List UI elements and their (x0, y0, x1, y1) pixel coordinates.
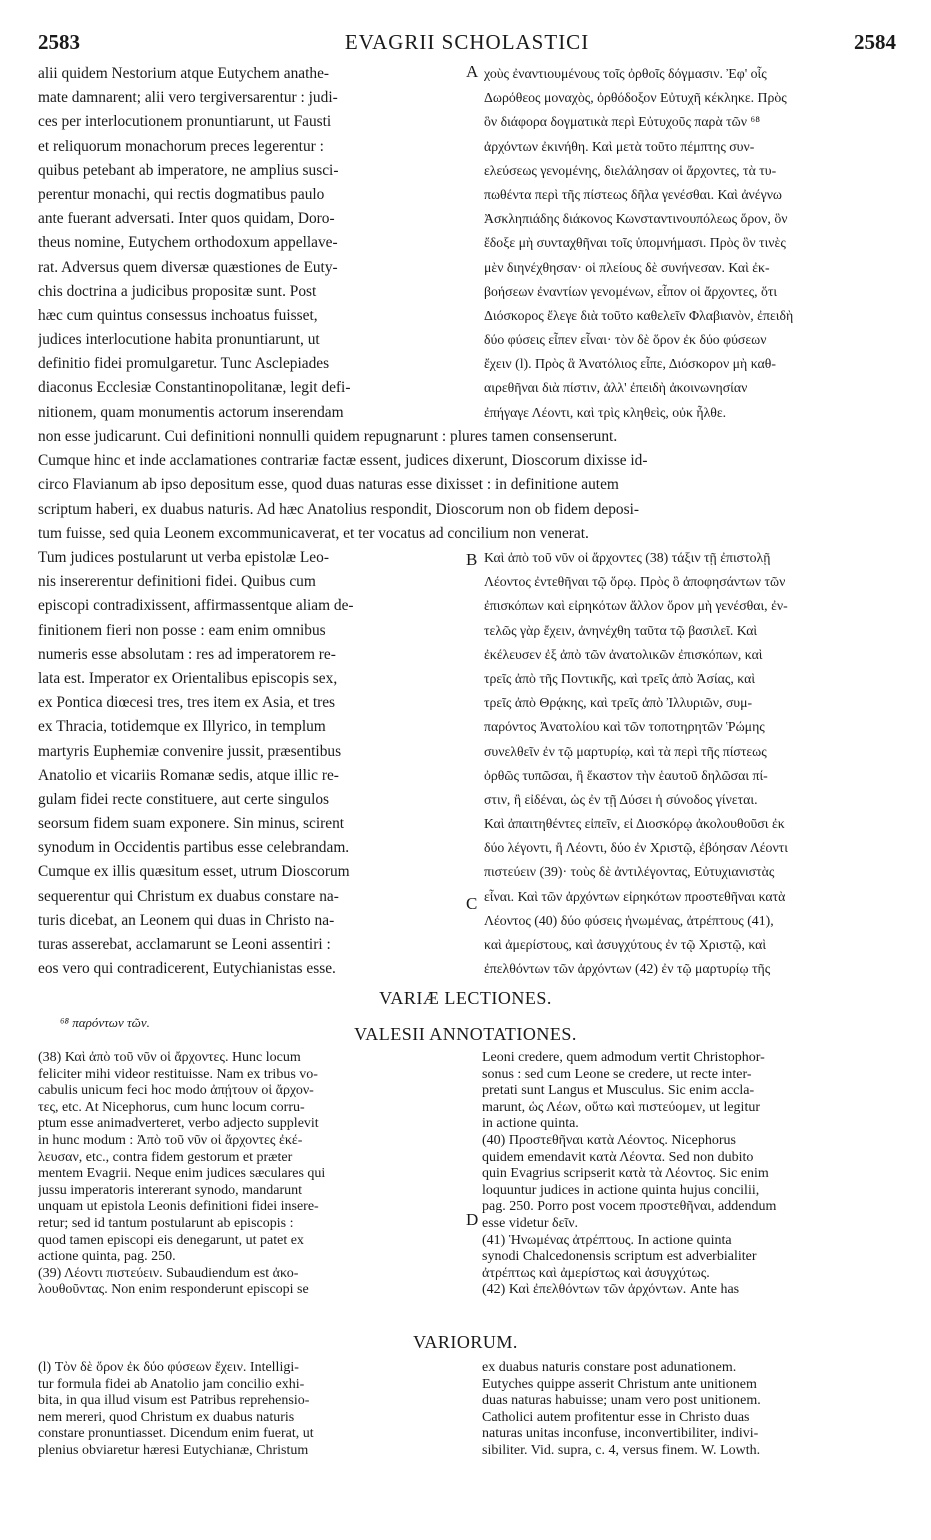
text-line: cabulis unicum feci hoc modo ἀπῄτουν οἱ ἄρχον- (38, 1083, 314, 1099)
text-line: marunt, ὡς Λέων, οὕτω καὶ πιστεύομεν, ut legitur (482, 1099, 760, 1115)
text-line: Λέοντος (40) δύο φύσεις ἡνωμένας, ἀτρέπτους (41), (484, 912, 774, 928)
text-line: mentem Evagrii. Neque enim judices sæculares qui (38, 1166, 326, 1182)
text-line: Anatolio et vicariis Romanæ sedis, atque illic re- (38, 766, 339, 784)
text-line: στιν, ἢ εἰδέναι, ὡς ἐν τῇ Δύσει ἡ σύνοδος γίνεται. (484, 791, 758, 807)
text-line: jussu imperatoris intererant synodo, mandarunt (38, 1182, 302, 1198)
text-line: definitio fidei promulgaretur. Tunc Asclepiades (38, 355, 330, 373)
text-line: ἀρχόντων ἐκινήθη. Καὶ μετὰ τοῦτο πέμπτης συν- (484, 138, 755, 154)
text-line: ex Thracia, totidemque ex Illyrico, in templum (38, 718, 326, 736)
text-line: Catholici autem profitentur esse in Christo duas (482, 1409, 750, 1425)
text-line: ἐπισκόπων καὶ εἰρηκότων ἄλλον ὅρον μὴ γενέσθαι, ἐν- (484, 598, 788, 614)
text-line: (l) Τὸν δὲ ὅρον ἐκ δύο φύσεων ἔχειν. Intelligi- (38, 1360, 299, 1375)
text-line: λευσαν, etc., contra fidem gestorum et præter (38, 1149, 293, 1165)
text-line: tum fuisse, sed quia Leonem excommunicaverat, et ter vocatus ad concilium non venerat. (38, 524, 589, 542)
text-line: quidem emendavit κατὰ Λέοντα. Sed non dubito (482, 1149, 754, 1165)
text-line: Tum judices postularunt ut verba epistolæ Leo- (38, 549, 329, 566)
text-line: nem mereri, quod Christum ex duabus naturis (38, 1409, 295, 1425)
text-line: duas naturas habuisse; unam vero post unitionem. (482, 1393, 761, 1409)
valesii-notes-right (482, 1050, 896, 1299)
variorum-notes-left (38, 1360, 468, 1460)
text-line: εἶναι. Καὶ τῶν ἀρχόντων εἰρηκότων προστεθῆναι κατὰ (484, 888, 786, 904)
text-line: ces per interlocutionem pronuntiarunt, ut Fausti (38, 113, 332, 131)
text-line: τες, etc. At Nicephorus, cum hunc locum corru- (38, 1099, 305, 1115)
variae-lectiones-heading: VARIÆ LECTIONES. (379, 988, 552, 1008)
text-line: finitionem fieri non posse : eam enim omnibus (38, 621, 326, 639)
page-number-right: 2584 (854, 30, 896, 54)
text-line: chis doctrina a judicibus propositæ sunt. Post (38, 282, 317, 300)
text-line: constare pronuntiasset. Dicendum enim fuerat, ut (38, 1426, 314, 1442)
text-line: πιστεύειν (39)· τοὺς δὲ ἀντιλέγοντας, Εὐτυχιανιστὰς (484, 864, 775, 880)
text-line: ἐπελθόντων τῶν ἀρχόντων (42) ἐν τῷ μαρτυρίῳ τῆς (484, 961, 771, 977)
greek-column-a (484, 62, 894, 425)
text-line: Cumque ex illis quæsitum esset, utrum Dioscorum (38, 863, 350, 881)
text-line: lata est. Imperator ex Orientalibus episcopis sex, (38, 669, 338, 687)
text-line: ὃν διάφορα δογματικὰ περὶ Εὐτυχοῦς παρὰ τῶν ⁶⁸ (484, 114, 761, 130)
text-line: alii quidem Nestorium atque Eutychem anathe- (38, 65, 330, 82)
text-line: feliciter mihi videor restituisse. Nam ex tribus vo- (38, 1066, 318, 1082)
text-line: τρεῖς ἀπὸ τῆς Ποντικῆς, καὶ τρεῖς ἀπὸ Ἀσίας, καὶ (484, 670, 756, 686)
text-line: τελῶς γὰρ ἔχειν, ἀνηνέχθη ταῦτα τῷ βασιλεῖ. Καὶ (484, 622, 758, 638)
text-line: rat. Adversus quem diversæ quæstiones de Euty- (38, 258, 338, 276)
text-line: ptum esse animadverteret, verbo adjecto supplevit (38, 1116, 319, 1132)
variant-reading-note: ⁶⁸ παρόντων τῶν. (60, 1015, 150, 1030)
text-line: numeris esse absolutam : res ad imperatorem re- (38, 645, 336, 663)
latin-column-b (38, 546, 468, 981)
text-line: ἀτρέπτως καὶ ἀμερίστως καὶ ἀσυγχύτως. (482, 1265, 710, 1281)
text-line: esse videtur δεῖν. (482, 1215, 579, 1231)
text-line: (41) Ἡνωμένας ἀτρέπτους. In actione quinta (482, 1232, 732, 1248)
margin-marker-c: C (466, 894, 478, 913)
text-line: in actione quinta. (482, 1116, 579, 1132)
text-line: ὀρθῶς τυπῶσαι, ἢ ἕκαστον τὴν ἑαυτοῦ δηλῶσαι πί- (484, 767, 768, 783)
text-line: sonus : sed cum Leone se credere, ut recte inter- (482, 1066, 752, 1082)
text-line: Δωρόθεος μοναχὸς, ὀρθόδοξον Εὐτυχῆ κέκληκε. Πρὸς (484, 90, 787, 106)
text-line: quin Evagrius scripserit κατὰ τὰ Λέοντος. Sic enim (482, 1166, 769, 1182)
text-line: (42) Καὶ ἐπελθόντων τῶν ἀρχόντων. Ante has (482, 1282, 740, 1298)
text-line: τρεῖς ἀπὸ Θρᾴκης, καὶ τρεῖς ἀπὸ Ἰλλυριῶν, συμ- (484, 695, 753, 711)
text-line: ἔχειν (l). Πρὸς ἃ Ἀνατόλιος εἶπε, Διόσκορον μὴ καθ- (484, 356, 776, 372)
text-line: χοὺς ἐναντιουμένους τοῖς ὀρθοῖς δόγμασιν. Ἐφ' οἷς (484, 66, 767, 81)
text-line: mate damnarent; alii vero tergiversarentur : judi- (38, 89, 338, 107)
page-header (38, 30, 896, 56)
text-line: synodi Chalcedonensis scriptum est adverbialiter (482, 1249, 757, 1265)
text-line: Ἀσκληπιάδης διάκονος Κωνσταντινουπόλεως ὅρον, ὃν (484, 211, 788, 227)
text-line: πωθέντα περὶ τῆς πίστεως δῆλα γενέσθαι. Καὶ ἀνέγνω (484, 186, 783, 202)
text-line: diaconus Ecclesiæ Constantinopolitanæ, legit defi- (38, 379, 351, 397)
text-line: quibus petebant ab imperatore, ne amplius susci- (38, 161, 339, 179)
text-line: ἔδοξε μὴ συνταχθῆναι τοῖς ὑπομνήμασι. Πρὸς ὃν τινὲς (484, 235, 786, 251)
text-line: bita, in qua illud visum est Patribus reprehensio- (38, 1393, 310, 1409)
text-line: Καὶ ἀπαιτηθέντες εἰπεῖν, εἰ Διοσκόρῳ ἀκολουθοῦσι ἐκ (484, 816, 785, 832)
text-line: αιρεθῆναι διὰ πίστιν, ἀλλ' ἐπειδὴ ἀκοινωνησίαν (484, 380, 748, 396)
text-line: δύο φύσεις εἶπεν εἶναι· τὸν δὲ ὅρον ἐκ δύο φύσεων (484, 332, 767, 348)
text-line: (38) Καὶ ἀπὸ τοῦ νῦν οἱ ἄρχοντες. Hunc locum (38, 1050, 301, 1065)
text-line: συνελθεῖν ἐν τῷ μαρτυρίῳ, καὶ τὰ περὶ τῆς πίστεως (484, 743, 767, 759)
variorum-notes-right (482, 1360, 896, 1460)
text-line: παρόντος Ἀνατολίου καὶ τῶν τοποτηρητῶν Ῥώμης (484, 719, 765, 735)
text-line: retur; sed id tantum postularunt ab episcopis : (38, 1215, 294, 1231)
variorum-heading: VARIORUM. (413, 1332, 518, 1352)
text-line: turas asserebat, acclamarunt se Leoni assentiri : (38, 936, 331, 953)
text-line: judices interlocutione habita pronuntiarunt, ut (38, 331, 320, 349)
text-line: martyris Euphemiæ convenire jussit, præsentibus (38, 742, 342, 760)
text-line: sequerentur qui Christum ex duabus constare na- (38, 887, 339, 905)
text-line: in hunc modum : Ἀπὸ τοῦ νῦν οἱ ἄρχοντες ἐκέ- (38, 1132, 303, 1148)
text-line: episcopi contradixissent, affirmassentque aliam de- (38, 597, 354, 615)
text-line: (40) Προστεθῆναι κατὰ Λέοντος. Nicephorus (482, 1132, 736, 1148)
text-line: eos vero qui contradicerent, Eutychianistas esse. (38, 960, 336, 978)
text-line: naturas unitas inconfuse, inconvertibiliter, indivi- (482, 1426, 759, 1442)
text-line: δύο λέγοντι, ἢ Λέοντι, δύο ἐν Χριστῷ, ἐβόησαν Λέοντι (484, 840, 788, 856)
text-line: ελεύσεως γενομένης, διελάλησαν οἱ ἄρχοντες, τὰ τυ- (484, 162, 777, 178)
text-line: (39) Λέοντι πιστεύειν. Subaudiendum est ἀκο- (38, 1265, 299, 1281)
text-line: ex duabus naturis constare post adunationem. (482, 1360, 737, 1375)
text-line: Eutyches quippe asserit Christum ante unitionem (482, 1376, 757, 1392)
text-line: λουθοῦντας. Non enim responderunt episcopi se (38, 1282, 309, 1298)
text-line: μὲν διηνέχθησαν· οἱ πλείους δὲ συνήνεσαν. Καὶ ἐκ- (484, 259, 770, 275)
text-line: turis dicebat, an Leonem qui duas in Christo na- (38, 911, 335, 929)
text-line: non esse judicarunt. Cui definitioni nonnulli quidem repugnarunt : plures tamen consenserunt. (38, 428, 618, 445)
text-line: nitionem, quam monumentis actorum inserendam (38, 403, 344, 421)
text-line: hæc cum quintus consessus inchoatus fuisset, (38, 306, 318, 324)
text-line: Λέοντος ἐντεθῆναι τῷ ὅρῳ. Πρὸς ὃ ἀποφησάντων τῶν (484, 574, 786, 590)
text-line: tur formula fidei ab Anatolio jam concilio exhi- (38, 1376, 305, 1392)
margin-marker-d: D (466, 1210, 479, 1229)
text-line: Cumque hinc et inde acclamationes contrariæ factæ essent, judices dixerunt, Dioscorum dixisse id- (38, 452, 648, 470)
text-line: theus nomine, Eutychem orthodoxum appellave- (38, 234, 338, 252)
text-line: καὶ ἀμερίστους, καὶ ἀσυγχύτους ἐν τῷ Χριστῷ, καὶ (484, 937, 767, 952)
valesii-annotationes-heading: VALESII ANNOTATIONES. (354, 1024, 577, 1044)
text-line: quod tamen episcopi eis denegarunt, ut patet ex (38, 1232, 304, 1248)
text-line: Leoni credere, quem admodum vertit Christophor- (482, 1050, 765, 1065)
text-line: scriptum haberi, ex duabus naturis. Ad hæc Anatolius respondit, Dioscorum non ob fidem deposi- (38, 500, 640, 518)
text-line: ex Pontica diœcesi tres, tres item ex Asia, et tres (38, 694, 336, 712)
text-line: ἐπήγαγε Λέοντι, καὶ τρὶς κληθεὶς, οὐκ ἦλθε. (484, 404, 727, 420)
text-line: pretati sunt Langus et Musculus. Sic enim accla- (482, 1083, 755, 1099)
text-line: nis insererentur definitioni fidei. Quibus cum (38, 573, 316, 591)
text-line: gulam fidei recte constituere, aut certe singulos (38, 790, 330, 808)
text-line: unquam ut epistola Leonis definitioni fidei insere- (38, 1199, 319, 1215)
text-line: loquuntur judices in actione quinta hujus concilii, (482, 1182, 760, 1198)
text-line: synodum in Occidentis partibus esse celebrandam. (38, 839, 350, 857)
valesii-notes-left (38, 1050, 468, 1299)
latin-column-a (38, 62, 468, 425)
text-line: Καὶ ἀπὸ τοῦ νῦν οἱ ἄρχοντες (38) τάξιν τῇ ἐπιστολῇ (484, 550, 771, 565)
text-line: plenius obviaretur hæresi Eutychianæ, Christum (38, 1442, 309, 1458)
running-title: EVAGRII SCHOLASTICI (344, 30, 590, 54)
latin-full-width (38, 425, 896, 546)
greek-column-b (484, 546, 894, 981)
text-line: perentur monachi, qui rectis dogmatibus paulo (38, 185, 325, 203)
text-line: βοήσεων ἐναντίων γενομένων, εἶπον οἱ ἄρχοντες, ὅτι (484, 283, 778, 299)
text-line: ἐκέλευσεν ἐξ ἀπὸ τῶν ἀνατολικῶν ἐπισκόπων, καὶ (484, 646, 763, 662)
text-line: sibiliter. Vid. supra, c. 4, versus finem. W. Lowth. (482, 1442, 761, 1458)
page-number-left: 2583 (38, 30, 80, 54)
text-line: et reliquorum monachorum preces legerentur : (38, 137, 324, 155)
margin-marker-b: B (466, 550, 478, 569)
text-line: Διόσκορος ἔλεγε διὰ τοῦτο καθελεῖν Φλαβιανὸν, ἐπειδὴ (484, 307, 794, 323)
text-line: seorsum fidem suam exponere. Sin minus, scirent (38, 815, 345, 833)
margin-marker-a: A (466, 62, 479, 81)
text-line: circo Flavianum ab ipso depositum esse, quod duas naturas esse dixisset : in definitione autem (38, 476, 619, 494)
text-line: pag. 250. Porro post vocem προστεθῆναι, addendum (482, 1199, 777, 1215)
text-line: ante fuerant adversati. Inter quos quidam, Doro- (38, 210, 335, 228)
text-line: actione quinta, pag. 250. (38, 1249, 176, 1265)
